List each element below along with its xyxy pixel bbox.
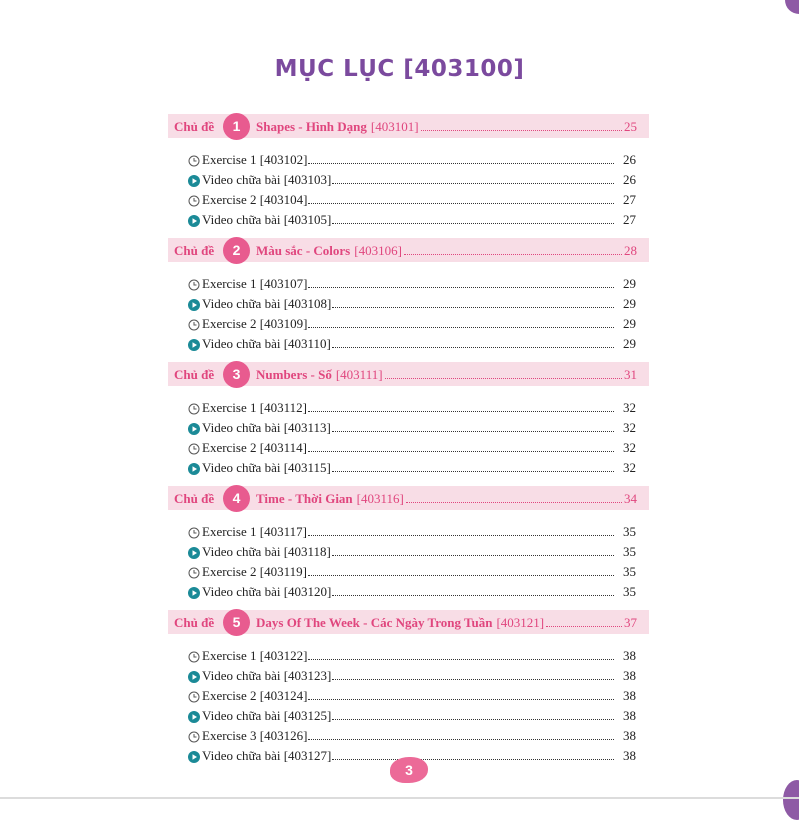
topic-label: Chủ đề bbox=[174, 119, 215, 134]
topic-header-2[interactable] bbox=[168, 238, 649, 262]
play-circle-icon bbox=[188, 423, 200, 435]
topic-code: [403116] bbox=[356, 491, 404, 506]
entry-title: Exercise 1 [403122] bbox=[202, 648, 308, 663]
topic-header-1[interactable] bbox=[168, 114, 649, 138]
entry-title: Exercise 1 [403112] bbox=[202, 400, 307, 415]
table-of-contents bbox=[168, 114, 649, 774]
play-circle-icon bbox=[188, 711, 200, 723]
topic-page: 34 bbox=[624, 491, 637, 506]
play-circle-icon bbox=[188, 671, 200, 683]
topic-page: 25 bbox=[624, 119, 637, 134]
leader-dots bbox=[308, 535, 614, 536]
page-number-badge: 3 bbox=[390, 757, 428, 783]
topic-header-4[interactable] bbox=[168, 486, 649, 510]
leader-dots bbox=[308, 203, 614, 204]
leader-dots bbox=[308, 451, 614, 452]
entry-page: 29 bbox=[623, 336, 636, 351]
entry-page: 38 bbox=[623, 728, 636, 743]
entry-page: 38 bbox=[623, 708, 636, 723]
entry-page: 35 bbox=[623, 564, 636, 579]
leader-dots bbox=[332, 307, 614, 308]
leader-dots bbox=[308, 659, 614, 660]
clock-icon bbox=[188, 691, 200, 703]
entry-title: Video chữa bài [403127] bbox=[202, 748, 332, 763]
entry-page: 29 bbox=[623, 296, 636, 311]
clock-icon bbox=[188, 319, 200, 331]
toc-entry[interactable] bbox=[168, 584, 636, 604]
toc-entry[interactable] bbox=[168, 544, 636, 564]
topic-title: Days Of The Week - Các Ngày Trong Tuần bbox=[256, 615, 493, 630]
topic-label: Chủ đề bbox=[174, 615, 215, 630]
clock-icon bbox=[188, 731, 200, 743]
leader-dots bbox=[308, 287, 614, 288]
toc-entry[interactable] bbox=[168, 212, 636, 232]
topic-number-badge: 1 bbox=[223, 113, 250, 140]
toc-entry[interactable] bbox=[168, 400, 636, 420]
clock-icon bbox=[188, 527, 200, 539]
toc-entry[interactable] bbox=[168, 708, 636, 728]
leader-dots bbox=[385, 378, 622, 379]
topic-title: Numbers - Số bbox=[256, 367, 332, 382]
play-circle-icon bbox=[188, 299, 200, 311]
topic-header-3[interactable] bbox=[168, 362, 649, 386]
topic-label: Chủ đề bbox=[174, 367, 215, 382]
entry-title: Video chữa bài [403120] bbox=[202, 584, 332, 599]
toc-entry[interactable] bbox=[168, 688, 636, 708]
leader-dots bbox=[406, 502, 622, 503]
toc-entry[interactable] bbox=[168, 564, 636, 584]
leader-dots bbox=[308, 163, 614, 164]
toc-entry[interactable] bbox=[168, 276, 636, 296]
entry-page: 38 bbox=[623, 668, 636, 683]
clock-icon bbox=[188, 195, 200, 207]
play-circle-icon bbox=[188, 339, 200, 351]
topic-items bbox=[168, 400, 649, 480]
topic-items bbox=[168, 648, 649, 768]
toc-entry[interactable] bbox=[168, 440, 636, 460]
entry-page: 32 bbox=[623, 460, 636, 475]
leader-dots bbox=[332, 595, 614, 596]
topic-title: Shapes - Hình Dạng bbox=[256, 119, 367, 134]
entry-page: 32 bbox=[623, 400, 636, 415]
entry-title: Exercise 2 [403124] bbox=[202, 688, 308, 703]
topic-code: [403111] bbox=[335, 367, 383, 382]
entry-title: Exercise 1 [403117] bbox=[202, 524, 307, 539]
topic-label: Chủ đề bbox=[174, 491, 215, 506]
entry-title: Exercise 2 [403119] bbox=[202, 564, 307, 579]
topic-title: Time - Thời Gian bbox=[256, 491, 353, 506]
toc-entry[interactable] bbox=[168, 316, 636, 336]
clock-icon bbox=[188, 567, 200, 579]
entry-title: Video chữa bài [403123] bbox=[202, 668, 332, 683]
entry-title: Video chữa bài [403105] bbox=[202, 212, 332, 227]
topic-code: [403106] bbox=[354, 243, 402, 258]
topic-title: Màu sắc - Colors bbox=[256, 243, 351, 258]
leader-dots bbox=[332, 471, 614, 472]
clock-icon bbox=[188, 279, 200, 291]
toc-entry[interactable] bbox=[168, 296, 636, 316]
entry-page: 27 bbox=[623, 212, 636, 227]
entry-title: Video chữa bài [403103] bbox=[202, 172, 332, 187]
entry-page: 35 bbox=[623, 584, 636, 599]
entry-title: Video chữa bài [403115] bbox=[202, 460, 331, 475]
clock-icon bbox=[188, 403, 200, 415]
leader-dots bbox=[332, 759, 614, 760]
entry-title: Video chữa bài [403113] bbox=[202, 420, 331, 435]
entry-page: 27 bbox=[623, 192, 636, 207]
entry-title: Exercise 2 [403114] bbox=[202, 440, 307, 455]
leader-dots bbox=[404, 254, 622, 255]
clock-icon bbox=[188, 443, 200, 455]
leader-dots bbox=[308, 411, 614, 412]
entry-title: Exercise 3 [403126] bbox=[202, 728, 308, 743]
entry-page: 35 bbox=[623, 524, 636, 539]
leader-dots bbox=[308, 699, 614, 700]
leader-dots bbox=[308, 575, 614, 576]
toc-entry[interactable] bbox=[168, 668, 636, 688]
entry-title: Exercise 2 [403109] bbox=[202, 316, 308, 331]
entry-page: 26 bbox=[623, 172, 636, 187]
toc-entry[interactable] bbox=[168, 152, 636, 172]
entry-title: Video chữa bài [403110] bbox=[202, 336, 331, 351]
play-circle-icon bbox=[188, 587, 200, 599]
play-circle-icon bbox=[188, 463, 200, 475]
toc-entry[interactable] bbox=[168, 420, 636, 440]
entry-title: Exercise 2 [403104] bbox=[202, 192, 308, 207]
entry-page: 38 bbox=[623, 648, 636, 663]
play-circle-icon bbox=[188, 547, 200, 559]
leader-dots bbox=[421, 130, 622, 131]
topic-code: [403121] bbox=[496, 615, 545, 630]
leader-dots bbox=[332, 679, 614, 680]
toc-entry[interactable] bbox=[168, 336, 636, 356]
entry-page: 29 bbox=[623, 316, 636, 331]
entry-page: 35 bbox=[623, 544, 636, 559]
entry-title: Exercise 1 [403107] bbox=[202, 276, 308, 291]
entry-page: 38 bbox=[623, 748, 636, 763]
toc-entry[interactable] bbox=[168, 648, 636, 668]
entry-page: 29 bbox=[623, 276, 636, 291]
entry-page: 26 bbox=[623, 152, 636, 167]
corner-decoration-top bbox=[785, 0, 799, 14]
leader-dots bbox=[332, 431, 614, 432]
leader-dots bbox=[332, 183, 614, 184]
entry-page: 32 bbox=[623, 420, 636, 435]
leader-dots bbox=[308, 739, 614, 740]
topic-number-badge: 5 bbox=[223, 609, 250, 636]
topic-number-badge: 3 bbox=[223, 361, 250, 388]
topic-page: 37 bbox=[624, 615, 637, 630]
topic-page: 28 bbox=[624, 243, 637, 258]
topic-items bbox=[168, 152, 649, 232]
topic-items bbox=[168, 524, 649, 604]
toc-entry[interactable] bbox=[168, 728, 636, 748]
clock-icon bbox=[188, 651, 200, 663]
topic-label: Chủ đề bbox=[174, 243, 215, 258]
play-circle-icon bbox=[188, 751, 200, 763]
leader-dots bbox=[546, 626, 622, 627]
entry-page: 32 bbox=[623, 440, 636, 455]
leader-dots bbox=[332, 223, 614, 224]
clock-icon bbox=[188, 155, 200, 167]
toc-entry[interactable] bbox=[168, 524, 636, 544]
topic-number-badge: 2 bbox=[223, 237, 250, 264]
leader-dots bbox=[332, 719, 614, 720]
entry-title: Video chữa bài [403125] bbox=[202, 708, 332, 723]
topic-items bbox=[168, 276, 649, 356]
leader-dots bbox=[308, 327, 614, 328]
leader-dots bbox=[332, 555, 614, 556]
page-title: MỤC LỤC [403100] bbox=[274, 56, 525, 82]
entry-title: Video chữa bài [403108] bbox=[202, 296, 332, 311]
entry-page: 38 bbox=[623, 688, 636, 703]
toc-entry[interactable] bbox=[168, 460, 636, 480]
entry-title: Video chữa bài [403118] bbox=[202, 544, 331, 559]
entry-title: Exercise 1 [403102] bbox=[202, 152, 308, 167]
play-circle-icon bbox=[188, 215, 200, 227]
topic-code: [403101] bbox=[370, 119, 419, 134]
toc-entry[interactable] bbox=[168, 172, 636, 192]
topic-header-5[interactable] bbox=[168, 610, 649, 634]
topic-number-badge: 4 bbox=[223, 485, 250, 512]
toc-entry[interactable] bbox=[168, 192, 636, 212]
corner-decoration-bottom bbox=[783, 780, 799, 820]
play-circle-icon bbox=[188, 175, 200, 187]
topic-page: 31 bbox=[624, 367, 637, 382]
leader-dots bbox=[332, 347, 614, 348]
